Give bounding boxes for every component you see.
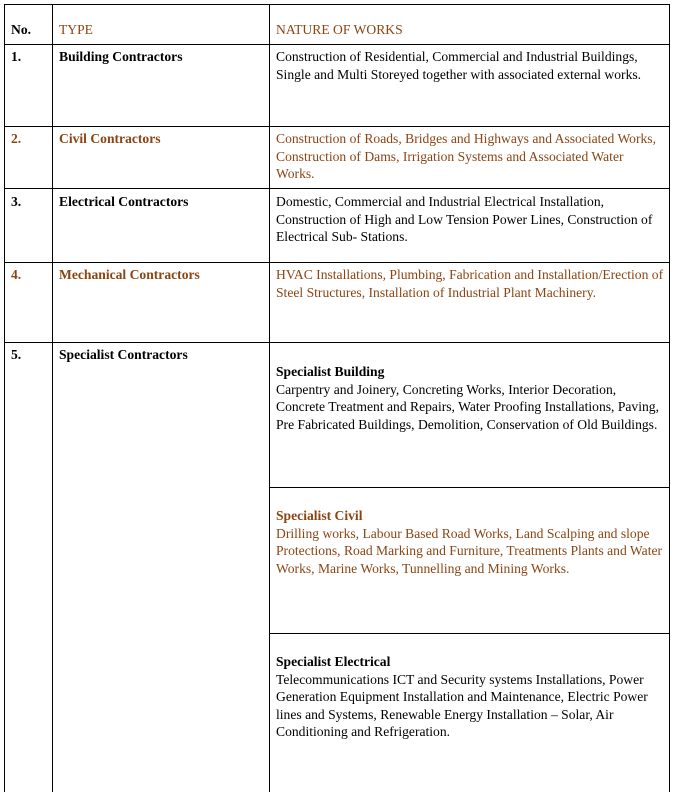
row-nature: Construction of Roads, Bridges and Highways and Associated Works, Construction of Dams, Irrigation Systems and Associated Water Works. xyxy=(270,127,670,189)
row-type: Civil Contractors xyxy=(53,127,270,189)
row-number: 5. xyxy=(5,343,53,792)
sub-title: Specialist Building xyxy=(276,364,385,379)
sub-text: Drilling works, Labour Based Road Works, Land Scalping and slope Protections, Road Marking and Furniture, Treatments Plants and Water Works, Marine Works, Tunnelling and Mining Works. xyxy=(276,525,663,576)
row-number: 2. xyxy=(5,127,53,189)
table-row xyxy=(5,343,670,792)
row-type: Electrical Contractors xyxy=(53,189,270,263)
row-type: Mechanical Contractors xyxy=(53,263,270,343)
row-number: 1. xyxy=(5,45,53,127)
header-type: TYPE xyxy=(53,5,270,45)
header-row xyxy=(5,5,670,45)
row-number: 4. xyxy=(5,263,53,343)
sub-text: Telecommunications ICT and Security systems Installations, Power Generation Equipment Installation and Maintenance, Electric Power lines and Systems, Renewable Energy Installation – Solar, Air Conditioning and Refrigeration. xyxy=(276,671,648,740)
row-nature: Construction of Residential, Commercial and Industrial Buildings, Single and Multi Storeyed together with associated external works. xyxy=(270,45,670,127)
specialist-subcategories xyxy=(270,343,670,792)
table-row xyxy=(5,45,670,127)
table-row xyxy=(5,189,670,263)
header-nature: NATURE OF WORKS xyxy=(270,5,670,45)
row-nature: Domestic, Commercial and Industrial Electrical Installation, Construction of High and Low Tension Power Lines, Construction of Electrical Sub- Stations. xyxy=(270,189,670,263)
specialist-building-block xyxy=(270,343,669,488)
sub-text: Carpentry and Joinery, Concreting Works, Interior Decoration, Concrete Treatment and Repairs, Water Proofing Installations, Paving, Pre Fabricated Buildings, Demolition, Conservation of Old Buildings. xyxy=(276,381,659,432)
table-row xyxy=(5,263,670,343)
sub-title: Specialist Civil xyxy=(276,508,363,523)
row-type: Building Contractors xyxy=(53,45,270,127)
row-type: Specialist Contractors xyxy=(53,343,270,792)
row-number: 3. xyxy=(5,189,53,263)
row-nature: HVAC Installations, Plumbing, Fabrication and Installation/Erection of Steel Structures, Installation of Industrial Plant Machinery. xyxy=(270,263,670,343)
specialist-civil-block xyxy=(270,488,669,634)
specialist-electrical-block xyxy=(270,634,669,792)
header-no: No. xyxy=(5,5,53,45)
sub-title: Specialist Electrical xyxy=(276,654,391,669)
table-row xyxy=(5,127,670,189)
contractor-types-table xyxy=(4,4,670,792)
